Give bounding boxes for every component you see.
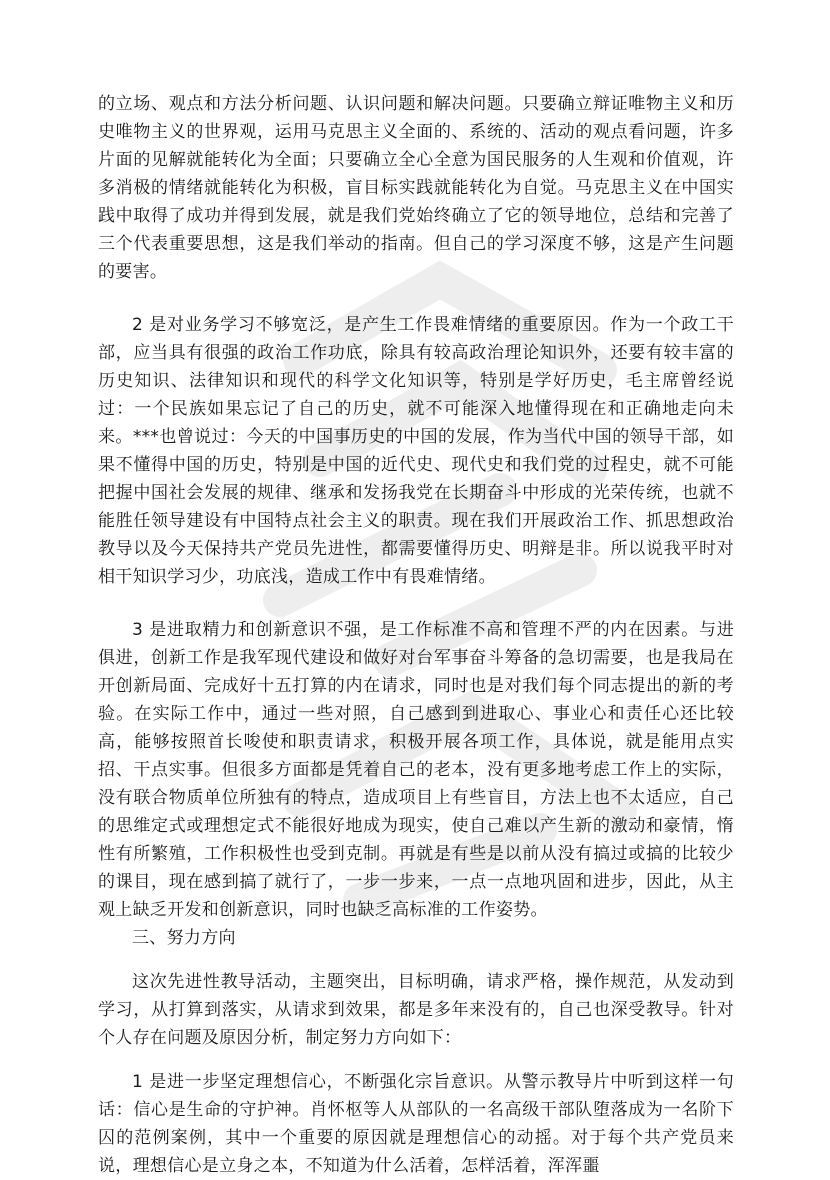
section-heading: 三、努力方向 (132, 928, 236, 948)
paragraph-point-3: 3 是进取精力和创新意识不强，是工作标准不高和管理不严的内在因素。与进俱进，创新工作是我军现代建设和做好对台军事奋斗筹备的急切需要，也是我局在开创新局面、完成好十五打算的内在请求，同时也是对我们每个同志提出的新的考验。在实际工作中，通过一些对照，自己感到到进取心、事业心和责任心还比较高，能够按照首长唆使和职责请求，积极开展各项工作，具体说，就是能用点实招、干点实事。但很多方面都是凭着自己的老本，没有更多地考虑工作上的实际，没有联合物质单位所独有的特点，造成项目上有些盲目，方法上也不太适应，自己的思维定式或理想定式不能很好地成为现实，使自己难以产生新的激动和豪情，惰性有所繁殖，工作积极性也受到克制。再就是有些是以前从没有搞过或搞的比较少的课目，现在感到搞了就行了，一步一步来，一点一点地巩固和进步，因此，从主观上缺乏开发和创新意识，同时也缺乏高标准的工作姿势。 (98, 620, 734, 920)
paragraph-point-2: 2 是对业务学习不够宽泛，是产生工作畏难情绪的重要原因。作为一个政工干部，应当具有很强的政治工作功底，除具有较高政治理论知识外，还要有较丰富的历史知识、法律知识和现代的科学文化知识等，特别是学好历史，毛主席曾经说过：一个民族如果忘记了自己的历史，就不可能深入地懂得现在和正确地走向未来。***也曾说过：今天的中国事历史的中国的发展，作为当代中国的领导干部，如果不懂得中国的历史，特别是中国的近代史、现代史和我们党的过程史，就不可能把握中国社会发展的规律、继承和发扬我党在长期奋斗中形成的光荣传统，也就不能胜任领导建设有中国特点社会主义的职责。现在我们开展政治工作、抓思想政治教导以及今天保持共产党员先进性，都需要懂得历史、明辩是非。所以说我平时对相干知识学习少，功底浅，造成工作中有畏难情绪。 (98, 315, 734, 587)
paragraph-continuation: 的立场、观点和方法分析问题、认识问题和解决问题。只要确立辩证唯物主义和历史唯物主义的世界观，运用马克思主义全面的、系统的、活动的观点看问题，许多片面的见解就能转化为全面；只要确立全心全意为国民服务的人生观和价值观，许多消极的情绪就能转化为积极，盲目标实践就能转化为自觉。马克思主义在中国实践中取得了成功并得到发展，就是我们党始终确立了它的领导地位，总结和完善了三个代表重要思想，这是我们举动的指南。但自己的学习深度不够，这是产生问题的要害。 (98, 94, 734, 282)
document-body (98, 90, 734, 1180)
paragraph-intro: 这次先进性教导活动，主题突出，目标明确，请求严格，操作规范，从发动到学习，从打算到落实，从请求到效果，都是多年来没有的，自己也深受教导。针对个人存在问题及原因分析，制定努力方向如下： (98, 972, 734, 1048)
paragraph-item-1: 1 是进一步坚定理想信心，不断强化宗旨意识。从警示教导片中听到这样一句话：信心是生命的守护神。肖怀枢等人从部队的一名高级干部队堕落成为一名阶下囚的范例案例，其中一个重要的原因就是理想信心的动摇。对于每个共产党员来说，理想信心是立身之本，不知道为什么活着，怎样活着，浑浑噩 (98, 1072, 734, 1176)
